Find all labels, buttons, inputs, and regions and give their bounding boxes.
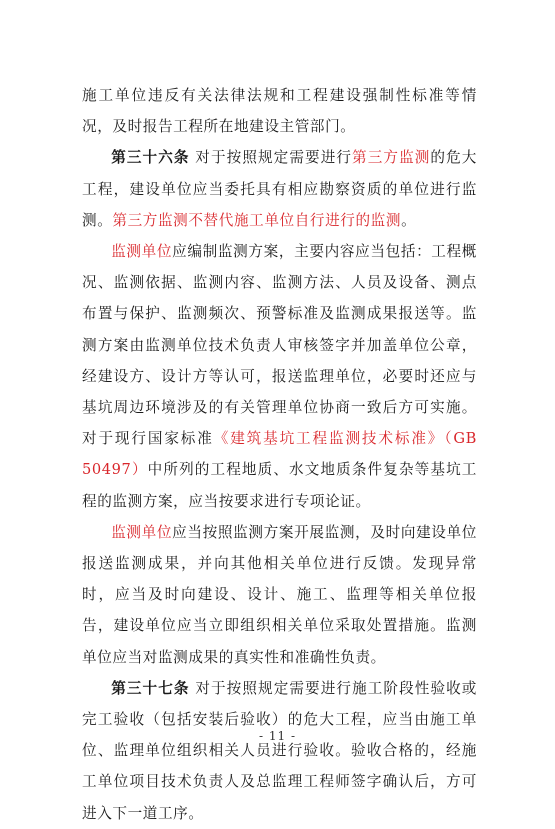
- paragraph-text: 。: [401, 211, 417, 229]
- paragraph-text: 对于按照规定需要进行: [195, 149, 353, 167]
- monitoring-plan-paragraph: [82, 236, 477, 517]
- paragraph-text: 应编制监测方案，主要内容应当包括：工程概况、监测依据、监测内容、监测方法、人员及设备、测点布置与保护、监测频次、预警标准及监测成果报送等。监测方案由监测单位技术负责人审核签字并加盖单位公章，经建设方、设计方等认可，报送监理单位，必要时还应与基坑周边环境涉及的有关管理单位协商一致后方可实施。对于现行国家标准: [82, 243, 477, 448]
- page-number: - 11 -: [258, 729, 296, 743]
- highlighted-text: 第三方监测不替代施工单位自行进行的监测: [112, 211, 402, 229]
- paragraph-text: 对于按照规定需要进行施工阶段性验收或完工验收（包括安装后验收）的危大工程，应当由施工单位、监理单位组织相关人员进行验收。验收合格的，经施工单位项目技术负责人及总监理工程师签字确认后，方可进入下一道工序。: [82, 679, 477, 822]
- paragraph-text: 中所列的工程地质、水文地质条件复杂等基坑工程的监测方案，应当按要求进行专项论证。: [82, 461, 477, 510]
- document-body: [82, 80, 477, 829]
- article-36-paragraph: [82, 142, 477, 236]
- highlighted-text: 监测单位: [111, 523, 173, 541]
- standard-reference: 《建筑基坑工程监测技术标准》（GB 50497）: [82, 430, 477, 479]
- monitoring-execution-paragraph: [82, 517, 477, 673]
- paragraph-text: 施工单位违反有关法律法规和工程建设强制性标准等情况，及时报告工程所在地建设主管部门。: [82, 87, 477, 136]
- highlighted-text: 监测单位: [111, 243, 173, 261]
- paragraph-text: 应当按照监测方案开展监测，及时向建设单位报送监测成果，并向其他相关单位进行反馈。发现异常时，应当及时向建设、设计、施工、监理等相关单位报告，建设单位应当立即组织相关单位采取处置措施。监测单位应当对监测成果的真实性和准确性负责。: [82, 523, 477, 666]
- article-37-number: 第三十七条: [111, 679, 190, 697]
- paragraph-text: 的危大工程，建设单位应当委托具有相应勘察资质的单位进行监测。: [82, 149, 477, 229]
- paragraph-continuation: [82, 80, 477, 142]
- article-37-paragraph: [82, 673, 477, 829]
- article-36-number: 第三十六条: [111, 149, 190, 167]
- highlighted-text: 第三方监测: [352, 149, 431, 167]
